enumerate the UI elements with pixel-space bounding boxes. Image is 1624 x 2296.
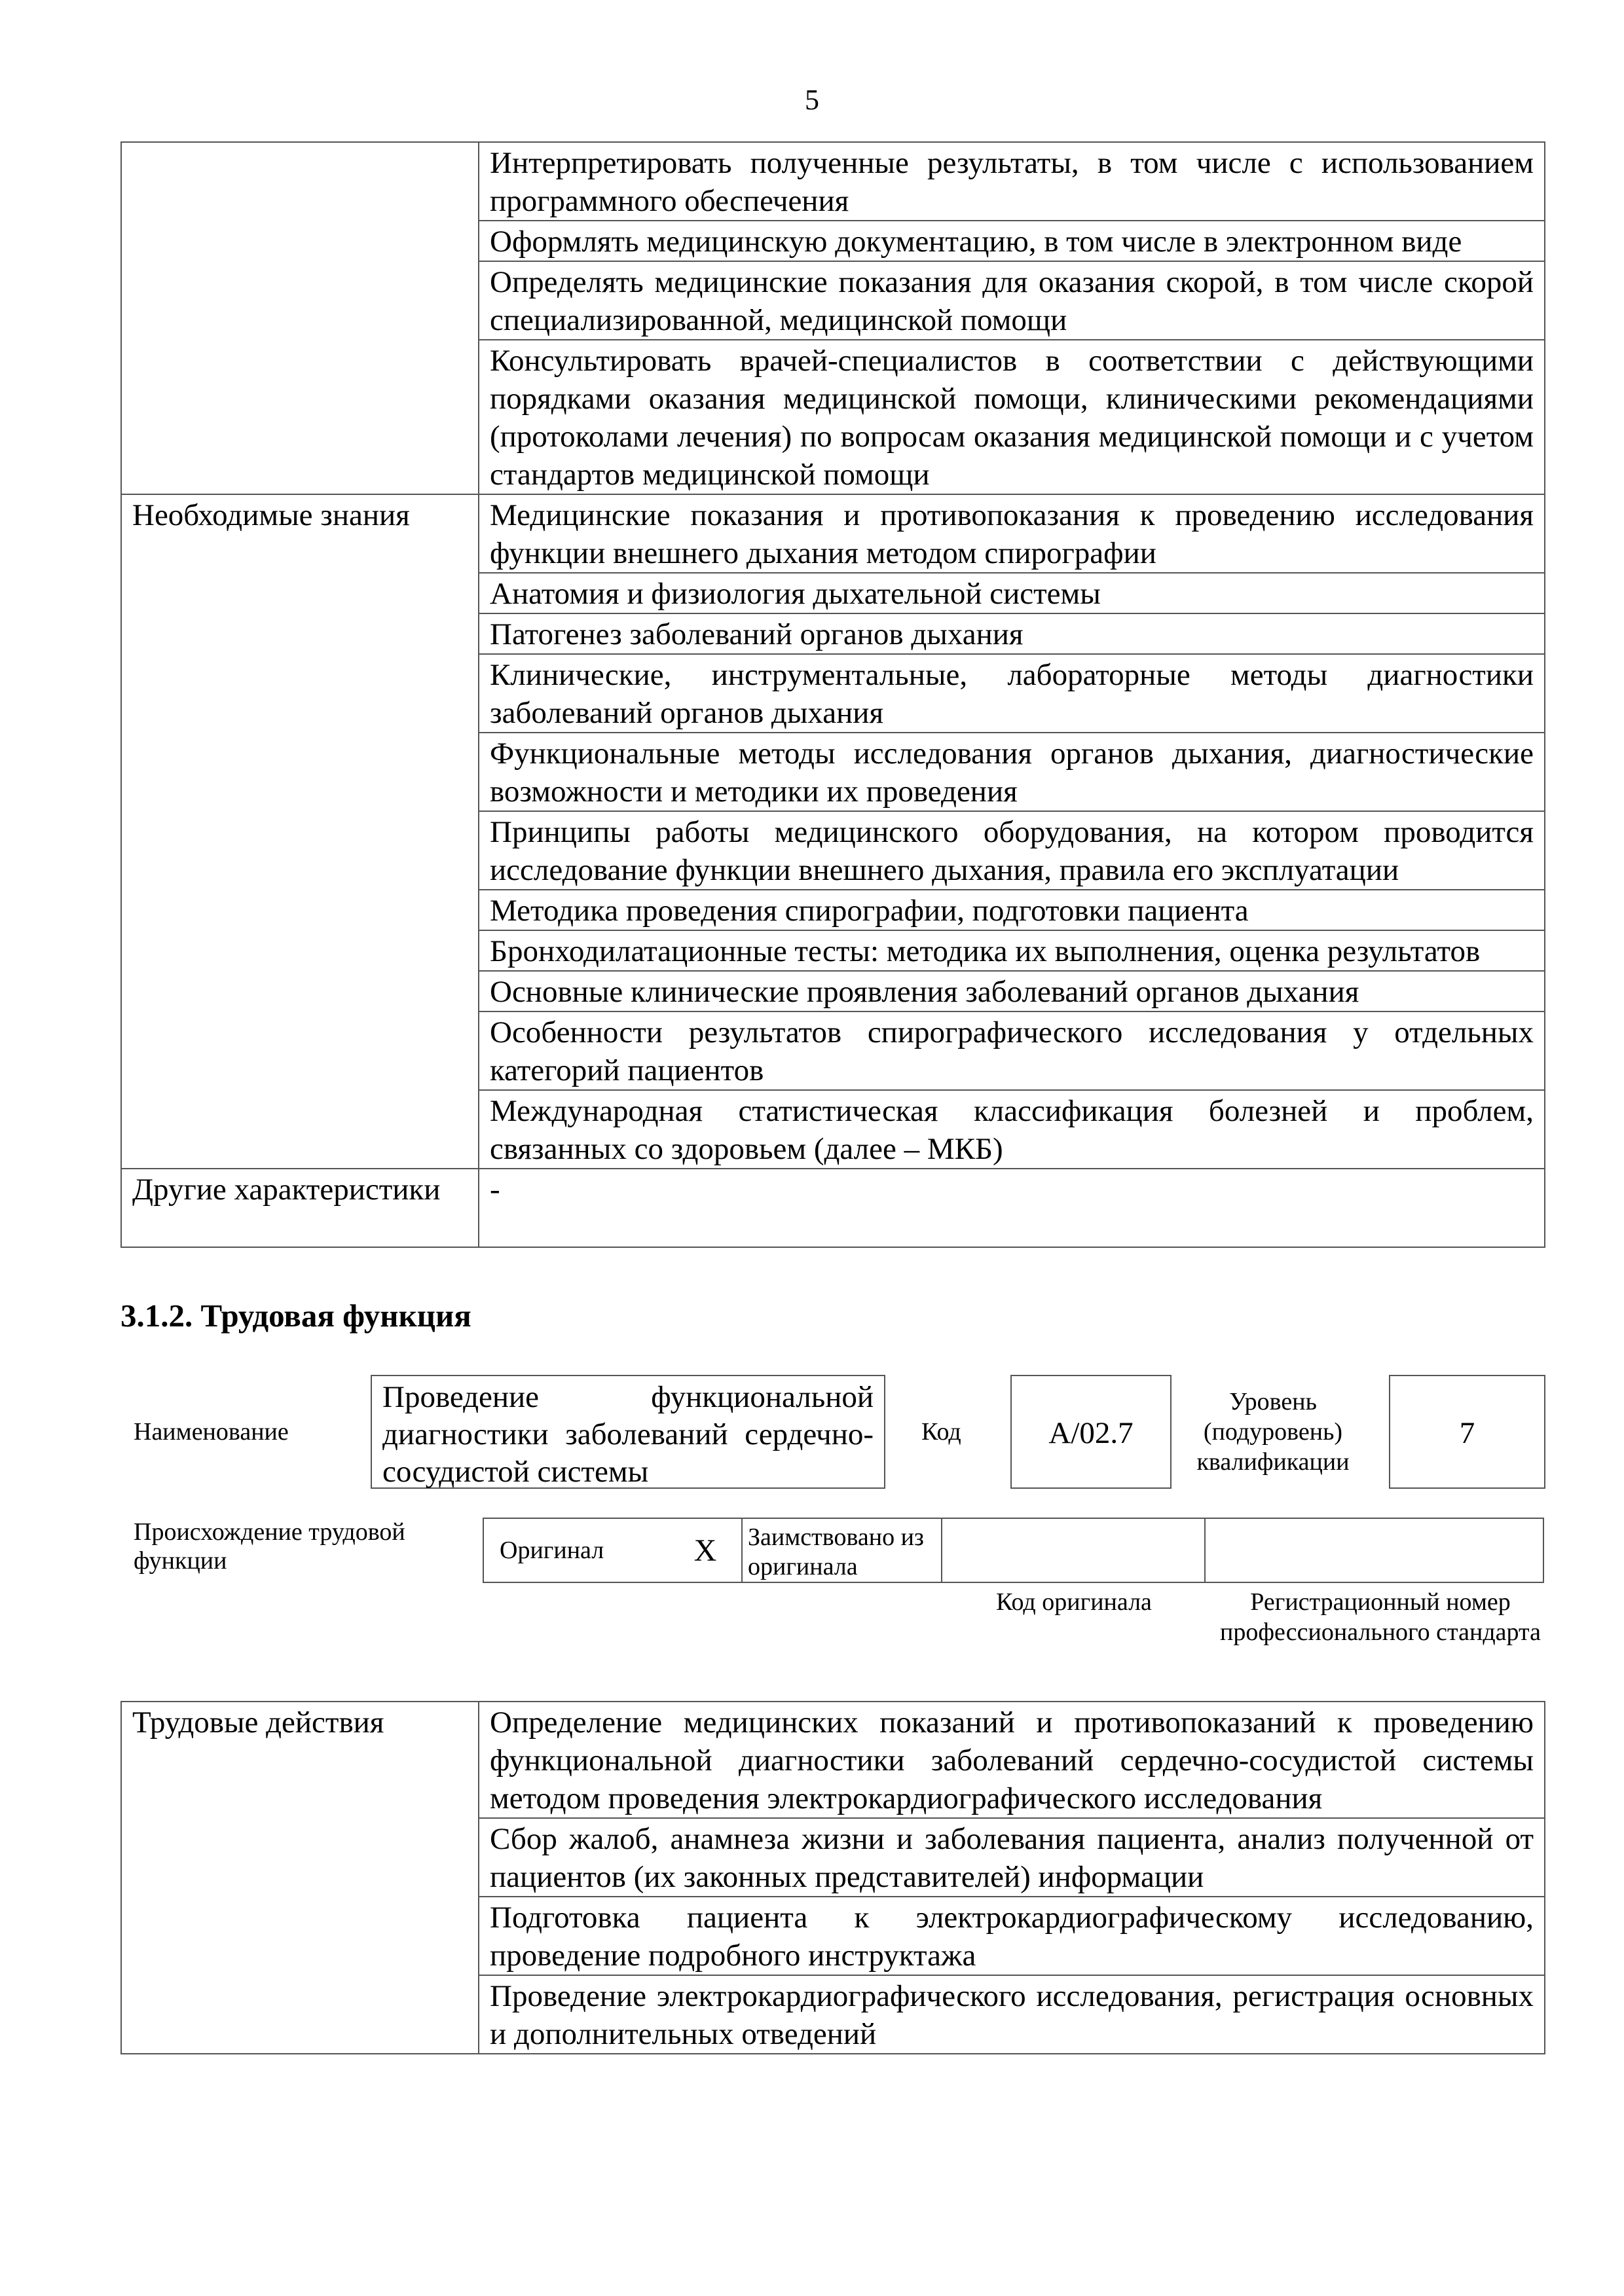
row-content: - [479, 1169, 1545, 1247]
original-cell [484, 1519, 743, 1582]
row-content: Интерпретировать полученные результаты, в том числе с использованием программного обеспечения [479, 142, 1545, 221]
registration-number-cell [1206, 1519, 1543, 1582]
table-row [121, 494, 1545, 573]
name-label: Наименование [134, 1418, 289, 1446]
origin-label: Происхождение трудовой функции [134, 1518, 405, 1575]
page-number: 5 [805, 84, 819, 116]
row-content: Основные клинические проявления заболеваний органов дыхания [479, 971, 1545, 1011]
original-code-cell [942, 1519, 1206, 1582]
row-label-required-knowledge: Необходимые знания [121, 494, 479, 1169]
row-content: Медицинские показания и противопоказания к проведению исследования функции внешнего дыхания методом спирографии [479, 494, 1545, 573]
table-row [121, 1702, 1545, 1818]
row-content: Патогенез заболеваний органов дыхания [479, 613, 1545, 654]
origin-row [483, 1518, 1544, 1583]
row-content: Проведение электрокардиографического исследования, регистрация основных и дополнительных отведений [479, 1975, 1545, 2054]
row-content: Методика проведения спирографии, подготовки пациента [479, 890, 1545, 930]
row-content: Подготовка пациента к электрокардиографическому исследованию, проведение подробного инструктажа [479, 1897, 1545, 1975]
code-label: Код [921, 1418, 961, 1446]
row-content: Функциональные методы исследования органов дыхания, диагностические возможности и методики их проведения [479, 733, 1545, 811]
table-row [121, 1169, 1545, 1247]
row-content: Бронходилатационные тесты: методика их выполнения, оценка результатов [479, 930, 1545, 971]
row-content: Принципы работы медицинского оборудования, на котором проводится исследование функции внешнего дыхания, правила его эксплуатации [479, 811, 1545, 890]
knowledge-table [120, 141, 1545, 1248]
table-row [121, 142, 1545, 221]
row-content: Сбор жалоб, анамнеза жизни и заболевания пациента, анализ полученной от пациентов (их законных представителей) информации [479, 1818, 1545, 1897]
row-content: Международная статистическая классификация болезней и проблем, связанных со здоровьем (далее – МКБ) [479, 1090, 1545, 1169]
row-label-other-characteristics: Другие характеристики [121, 1169, 479, 1247]
row-content: Особенности результатов спирографического исследования у отдельных категорий пациентов [479, 1011, 1545, 1090]
row-content: Консультировать врачей-специалистов в соответствии с действующими порядками оказания медицинской помощи, клиническими рекомендациями (протоколами лечения) по вопросам оказания медицинской помощи и с учетом стандартов медицинской помощи [479, 340, 1545, 494]
row-label [121, 142, 479, 494]
row-content: Анатомия и физиология дыхательной системы [479, 573, 1545, 613]
row-content: Оформлять медицинскую документацию, в том числе в электронном виде [479, 221, 1545, 261]
original-mark: X [693, 1533, 717, 1568]
registration-number-caption: Регистрационный номер профессионального стандарта [1220, 1588, 1541, 1646]
function-name-box: Проведение функциональной диагностики заболеваний сердечно-сосудистой системы [371, 1375, 885, 1489]
row-content: Определять медицинские показания для оказания скорой, в том числе скорой специализированной, медицинской помощи [479, 261, 1545, 340]
section-title: 3.1.2. Трудовая функция [120, 1298, 471, 1334]
labor-actions-table [120, 1701, 1545, 2054]
row-content: Клинические, инструментальные, лабораторные методы диагностики заболеваний органов дыхания [479, 654, 1545, 733]
original-code-caption: Код оригинала [996, 1588, 1152, 1616]
borrowed-cell: Заимствовано из оригинала [743, 1519, 942, 1582]
row-content: Определение медицинских показаний и противопоказаний к проведению функциональной диагностики заболеваний сердечно-сосудистой системы методом проведения электрокардиографического исследования [479, 1702, 1545, 1818]
code-box: A/02.7 [1010, 1375, 1172, 1489]
original-label: Оригинал [500, 1537, 604, 1564]
row-label-labor-actions: Трудовые действия [121, 1702, 479, 2054]
level-box: 7 [1389, 1375, 1545, 1489]
level-label: Уровень (подуровень) квалификации [1196, 1388, 1350, 1476]
